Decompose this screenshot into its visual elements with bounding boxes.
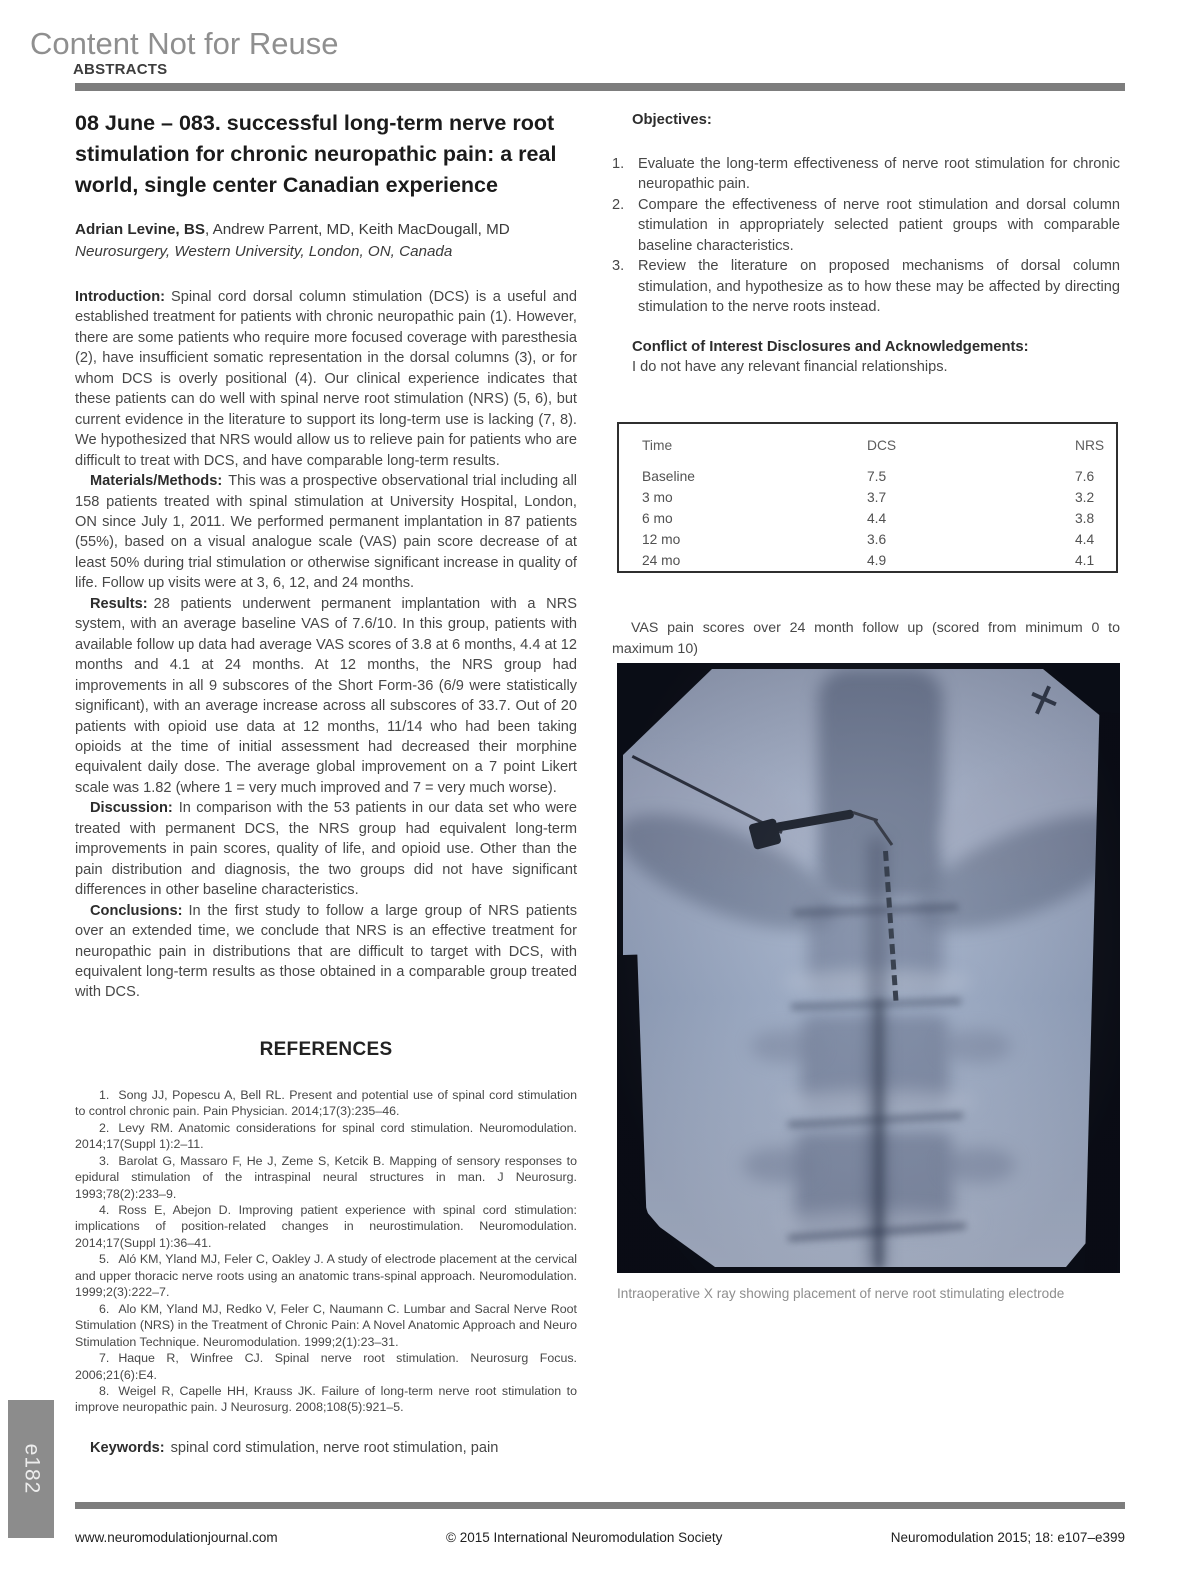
cell-time: 12 mo (642, 532, 681, 547)
cell-nrs: 3.8 (1075, 511, 1095, 526)
cell-nrs: 7.6 (1075, 469, 1095, 484)
reference-item (75, 1251, 577, 1300)
section-discussion (75, 798, 577, 900)
reference-number: 3. (99, 1153, 110, 1168)
reference-number: 2. (99, 1120, 110, 1135)
objective-item (612, 154, 1120, 195)
references-heading: REFERENCES (259, 1038, 393, 1060)
section-text: In the first study to follow a large group of NRS patients over an extended time, we conclude that NRS is an effective treatment for neuropathic pain in distributions that are difficult to target with DCS, with equivalent long-term results as those obtained in a comparable group treated with DCS. (75, 902, 577, 1001)
section-conclusions (75, 901, 577, 1003)
vas-scores-table (617, 422, 1118, 573)
reference-item (75, 1202, 577, 1251)
reference-text: Barolat G, Massaro F, He J, Zeme S, Ketcik B. Mapping of sensory responses to epidural stimulation of the intraspinal neural structures in man. J Neurosurg. 1993;78(2):233–9. (75, 1153, 577, 1201)
coauthors: , Andrew Parrent, MD, Keith MacDougall, MD (204, 221, 510, 238)
reference-item (75, 1301, 577, 1350)
section-label-conclusions: Conclusions: (90, 902, 183, 919)
cell-nrs: 4.4 (1075, 532, 1095, 547)
authors-line (75, 219, 577, 241)
footer-citation: Neuromodulation 2015; 18: e107–e399 (890, 1530, 1125, 1545)
reference-text: Song JJ, Popescu A, Bell RL. Present and potential use of spinal cord stimulation to control chronic pain. Pain Physician. 2014;17(3):235–46. (75, 1087, 577, 1119)
table-row (642, 508, 1116, 529)
reference-number: 1. (99, 1087, 110, 1102)
footer-rule (75, 1502, 1125, 1509)
objective-number: 1. (612, 156, 625, 172)
footer-copyright: © 2015 International Neuromodulation Society (446, 1530, 723, 1545)
section-label-discussion: Discussion: (90, 800, 173, 817)
section-text: In comparison with the 53 patients in our data set who were treated with permanent DCS, the NRS group had equivalent long-term improvements in pain scores, quality of life, and opioid use. Other than the pain distribution and diagnosis, the two groups did not have significant differences in other baseline characteristics. (75, 800, 577, 899)
reference-text: Ross E, Abejon D. Improving patient experience with spinal cord stimulation: implications of position-related changes in neurostimulation. Neuromodulation. 2014;17(Suppl 1):36–41. (75, 1203, 577, 1250)
cell-time: Baseline (642, 469, 695, 484)
reference-item (75, 1350, 577, 1383)
section-label: ABSTRACTS (73, 61, 168, 78)
keywords-line (75, 1438, 577, 1458)
article-title: 08 June – 083. successful long-term nerve root stimulation for chronic neuropathic pain: a real world, single center Canadian experience (75, 111, 557, 197)
reference-item (75, 1383, 577, 1416)
reference-number: 4. (99, 1203, 110, 1218)
reference-text: Alo KM, Yland MJ, Redko V, Feler C, Naumann C. Lumbar and Sacral Nerve Root Stimulation (NRS) in the Treatment of Chronic Pain: A Novel Anatomic Approach and Neuro Stimulation Technique. Neuromodulation. 1999;2(1):23–31. (75, 1301, 577, 1349)
objective-text: Compare the effectiveness of nerve root stimulation and dorsal column stimulation in appropriately selected patient groups with comparable baseline characteristics. (638, 196, 1120, 254)
page-number: e182 (20, 1443, 43, 1495)
reference-text: Haque R, Winfree CJ. Spinal nerve root stimulation. Neurosurg Focus. 2006;21(6):E4. (75, 1351, 577, 1382)
cell-time: 6 mo (642, 511, 673, 526)
header-rule (75, 83, 1125, 91)
xray-vignette (617, 663, 1120, 1273)
table-row (642, 529, 1116, 550)
reference-number: 7. (99, 1351, 110, 1366)
column-header-dcs: DCS (867, 438, 897, 453)
reference-text: Weigel R, Capelle HH, Krauss JK. Failure of long-term nerve root stimulation to improve neuropathic pain. J Neurosurg. 2008;108(5):921–5. (75, 1384, 577, 1415)
column-header-nrs: NRS (1075, 438, 1105, 453)
objective-text: Review the literature on proposed mechanisms of dorsal column stimulation, and hypothesize as to how these may be affected by directing stimulation to the nerve roots instead. (638, 258, 1120, 316)
footer-journal-url: www.neuromodulationjournal.com (75, 1530, 278, 1545)
xray-image (617, 663, 1120, 1273)
cell-dcs: 4.4 (867, 511, 887, 526)
section-label-results: Results: (90, 595, 148, 612)
xray-caption: Intraoperative X ray showing placement of nerve root stimulating electrode (617, 1286, 1065, 1301)
table-row (642, 487, 1116, 508)
reference-text: Levy RM. Anatomic considerations for spinal cord stimulation. Neuromodulation. 2014;17(Suppl 1):2–11. (75, 1120, 577, 1152)
objective-item (612, 256, 1120, 317)
table-row (642, 466, 1116, 487)
table-caption: VAS pain scores over 24 month follow up (scored from minimum 0 to maximum 10) (612, 620, 1120, 657)
section-text: 28 patients underwent permanent implantation with a NRS system, with an average baseline VAS of 7.6/10. In this group, patients with available follow up data had average VAS scores of 3.8 at 6 months, 4.4 at 12 months and 4.1 at 24 months. At 12 months, the NRS group had improvements in all 9 subscores of the Short Form-36 (6/9 were statistically significant), with an average increase across all subscores of 33.7. Out of 20 patients with opioid use data at 12 months, 11/14 who had been taking opioids at the time of initial assessment had decreased their morphine equivalent daily dose. The average global improvement on a 7 point Likert scale was 1.82 (where 1 = very much improved and 7 = very much worse). (75, 595, 577, 796)
section-label-introduction: Introduction: (75, 289, 165, 305)
reference-number: 5. (99, 1252, 110, 1267)
cell-nrs: 4.1 (1075, 553, 1095, 568)
section-introduction (75, 287, 577, 471)
reference-number: 8. (99, 1384, 110, 1399)
cell-nrs: 3.2 (1075, 490, 1095, 505)
column-header-time: Time (642, 438, 673, 453)
page-number-tab (8, 1400, 54, 1538)
objective-number: 3. (612, 258, 625, 275)
section-results (75, 594, 577, 799)
objectives-list (612, 154, 1120, 318)
table-header-row (642, 435, 1116, 456)
objectives-heading: Objectives: (632, 112, 712, 128)
reference-item (75, 1087, 577, 1120)
coi-text: I do not have any relevant financial relationships. (632, 358, 948, 375)
section-text: This was a prospective observational trial including all 158 patients treated with spinal stimulation at University Hospital, London, ON since July 1, 2011. We performed permanent implantation in 87 patients (55%), based on a visual analogue scale (VAS) pain score decrease of at least 50% during trial stimulation or otherwise significant increase in quality of life. Follow up visits were at 3, 6, 12, and 24 months. (75, 473, 577, 592)
cell-time: 24 mo (642, 553, 681, 568)
cell-dcs: 7.5 (867, 469, 887, 484)
coi-heading: Conflict of Interest Disclosures and Acknowledgements: (632, 338, 1029, 355)
keywords-text: spinal cord stimulation, nerve root stimulation, pain (170, 1439, 499, 1456)
keywords-label: Keywords: (90, 1439, 165, 1456)
affiliation: Neurosurgery, Western University, London, ON, Canada (75, 243, 453, 260)
reference-number: 6. (99, 1301, 110, 1316)
objective-number: 2. (612, 196, 625, 213)
cell-dcs: 3.7 (867, 490, 887, 505)
reference-item (75, 1153, 577, 1202)
objective-item (612, 195, 1120, 256)
table-row (642, 550, 1116, 571)
cell-dcs: 3.6 (867, 532, 887, 547)
section-text: Spinal cord dorsal column stimulation (DCS) is a useful and established treatment for patients with chronic neuropathic pain (1). However, there are some patients who require more focused coverage with paresthesia (2), have insufficient somatic representation in the dorsal columns (3), or for whom DCS is overly positional (4). Our clinical experience indicates that these patients can do well with spinal nerve root stimulation (NRS) (5, 6), but current evidence in the literature to support its long-term use is lacking (7, 8). We hypothesized that NRS would allow us to relieve pain for patients who are difficult to treat with DCS, and have comparable long-term results. (75, 289, 577, 469)
footer (75, 1530, 1125, 1545)
section-label-materials-methods: Materials/Methods: (90, 473, 223, 490)
objective-text: Evaluate the long-term effectiveness of nerve root stimulation for chronic neuropathic pain. (638, 156, 1120, 193)
left-column (75, 108, 577, 1458)
first-author: Adrian Levine, BS (75, 221, 205, 238)
cell-dcs: 4.9 (867, 553, 887, 568)
cell-time: 3 mo (642, 490, 673, 505)
section-materials-methods (75, 471, 577, 594)
reference-text: Aló KM, Yland MJ, Feler C, Oakley J. A study of electrode placement at the cervical and upper thoracic nerve roots using an anatomic trans-spinal approach. Neuromodulation. 1999;2(3):222–7. (75, 1252, 577, 1300)
watermark-text: Content Not for Reuse (30, 26, 339, 61)
reference-item (75, 1120, 577, 1153)
right-column (612, 110, 1120, 1510)
